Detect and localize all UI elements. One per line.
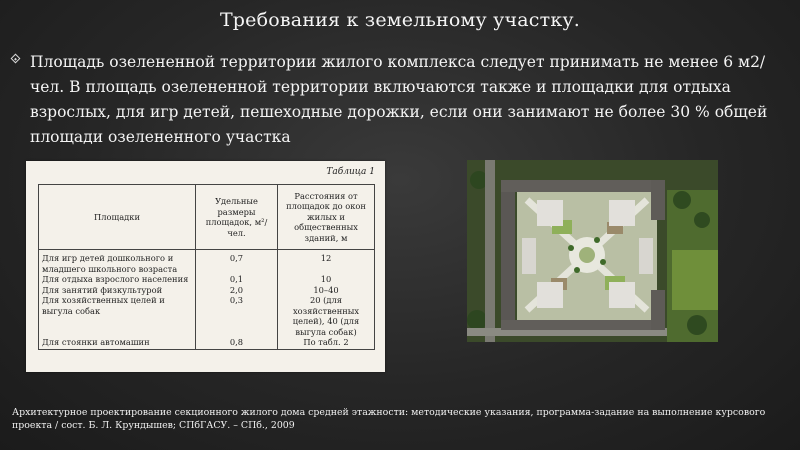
- table-cell-distance: 10: [278, 274, 375, 285]
- table-row: [39, 295, 375, 337]
- bullet-text: Площадь озелененной территории жилого комплекса следует принимать не менее 6 м2/чел. В площадь озелененной территории включаются также и площадки для отдыха взрослых, для игр детей, пешеходные дорожки, если они занимают не более 30 % общей площади озелененного участка: [30, 53, 768, 146]
- table-cell-name: Для стоянки автомашин: [39, 337, 196, 349]
- table-header-sites: Площадки: [39, 185, 196, 250]
- table-cell-size: 0,1: [196, 274, 278, 285]
- source-footer: Архитектурное проектирование секционного жилого дома средней этажности: методические указания, программа-задание на выполнение курсового проекта / сост. Б. Л. Крундышев; СПбГАСУ. – СПб., 2009: [12, 407, 766, 431]
- bullet-block: [12, 50, 792, 150]
- table-caption: Таблица 1: [326, 167, 375, 177]
- table-cell-distance: 12: [278, 250, 375, 275]
- table-cell-size: 2,0: [196, 285, 278, 296]
- table-cell-size: 0,3: [196, 295, 278, 337]
- table-row: [39, 274, 375, 285]
- site-plan-image: [467, 160, 718, 342]
- table-cell-size: 0,7: [196, 250, 278, 275]
- requirements-table-image: [26, 161, 385, 372]
- table-cell-distance: 20 (для хозяйственных целей), 40 (для выгула собак): [278, 295, 375, 337]
- site-plan-illustration: [467, 160, 718, 342]
- table-cell-name: Для хозяйственных целей и выгула собак: [39, 295, 196, 337]
- table-row: [39, 337, 375, 349]
- table-cell-size: 0,8: [196, 337, 278, 349]
- table-header-size: Удельные размеры площадок, м²/чел.: [196, 185, 278, 250]
- table-cell-distance: 10–40: [278, 285, 375, 296]
- requirements-table: [38, 184, 375, 350]
- slide-title: Требования к земельному участку.: [219, 9, 581, 31]
- table-cell-name: Для занятий физкультурой: [39, 285, 196, 296]
- table-cell-distance: По табл. 2: [278, 337, 375, 349]
- table-row: [39, 250, 375, 275]
- table-row: [39, 285, 375, 296]
- table-cell-name: Для игр детей дошкольного и младшего школьного возраста: [39, 250, 196, 275]
- table-cell-name: Для отдыха взрослого населения: [39, 274, 196, 285]
- table-header-distance: Расстояния от площадок до окон жилых и общественных зданий, м: [278, 185, 375, 250]
- diamond-bullet-icon: [11, 54, 21, 64]
